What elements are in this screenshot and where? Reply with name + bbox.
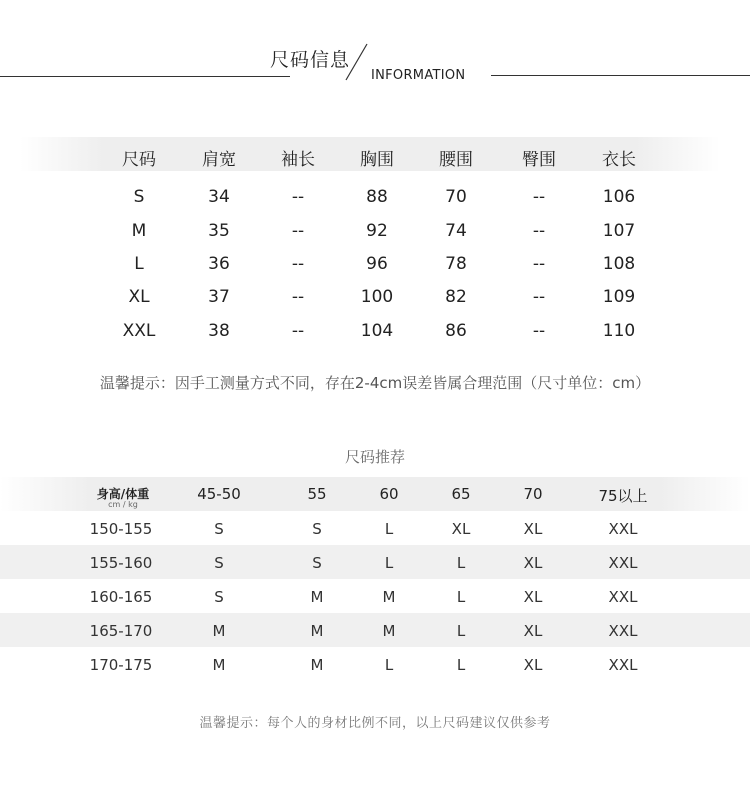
recommended-size-cell: S [214, 554, 224, 572]
recommended-size-cell: M [382, 622, 396, 640]
size-table-cell: 110 [602, 321, 636, 341]
size-table-cell: -- [291, 187, 305, 207]
size-table-cell: XXL [122, 321, 156, 341]
recommended-size-cell: M [310, 656, 324, 674]
size-table-cell: 74 [445, 221, 467, 241]
recommended-size-cell: M [310, 622, 324, 640]
measurement-note: 温馨提示：因手工测量方式不同，存在2-4cm误差皆属合理范围（尺寸单位：cm） [99, 374, 651, 392]
recommended-size-cell: M [310, 588, 324, 606]
recommended-size-cell: XL [451, 520, 471, 538]
height-range-cell: 155-160 [89, 554, 153, 572]
weight-header-cell: 75以上 [598, 487, 648, 505]
size-table-cell: 34 [208, 187, 230, 207]
size-table-cell: 36 [208, 254, 230, 274]
size-table-cell: -- [532, 321, 546, 341]
recommended-size-cell: XL [523, 656, 543, 674]
size-table-cell: XL [128, 287, 150, 307]
height-range-cell: 165-170 [89, 622, 153, 640]
section-title-en: INFORMATION [371, 68, 466, 83]
size-table-cell: S [133, 187, 145, 207]
recommended-size-cell: S [312, 520, 322, 538]
recommended-size-cell: XL [523, 520, 543, 538]
recommended-size-cell: L [456, 554, 466, 572]
recommended-size-cell: L [456, 588, 466, 606]
height-range-cell: 170-175 [89, 656, 153, 674]
recommended-size-cell: XL [523, 622, 543, 640]
size-table-cell: 78 [445, 254, 467, 274]
size-table-cell: 106 [602, 187, 636, 207]
recommended-size-cell: S [214, 588, 224, 606]
size-table-header-cell: 肩宽 [202, 150, 236, 170]
recommended-size-cell: XXL [608, 588, 638, 606]
recommended-size-cell: XL [523, 588, 543, 606]
recommended-size-cell: L [384, 656, 394, 674]
size-table-cell: 96 [366, 254, 388, 274]
size-table-cell: 70 [445, 187, 467, 207]
size-table-cell: 35 [208, 221, 230, 241]
recommended-size-cell: XL [523, 554, 543, 572]
height-range-cell: 160-165 [89, 588, 153, 606]
weight-header-cell: 70 [523, 485, 543, 503]
size-table-cell: 109 [602, 287, 636, 307]
recommended-size-cell: S [312, 554, 322, 572]
size-table-header-cell: 臀围 [522, 150, 556, 170]
size-table-cell: 108 [602, 254, 636, 274]
size-table-header-cell: 袖长 [281, 150, 315, 170]
section-title-cn: 尺码信息 [270, 49, 351, 71]
recommended-size-cell: L [384, 520, 394, 538]
size-table-cell: -- [532, 187, 546, 207]
header-line-right [491, 75, 750, 76]
weight-header-cell: 55 [307, 485, 327, 503]
weight-header-cell: 60 [379, 485, 399, 503]
corner-header-sub: cm / kg [108, 500, 138, 509]
size-table-cell: -- [291, 254, 305, 274]
recommend-title: 尺码推荐 [344, 448, 405, 466]
weight-header-cell: 45-50 [197, 485, 241, 503]
size-table-cell: M [131, 221, 147, 241]
header-line-left [0, 76, 290, 77]
recommended-size-cell: S [214, 520, 224, 538]
size-table-cell: -- [532, 221, 546, 241]
recommended-size-cell: XXL [608, 520, 638, 538]
recommended-size-cell: M [382, 588, 396, 606]
size-table-cell: L [134, 254, 144, 274]
weight-header-cell: 65 [451, 485, 471, 503]
recommended-size-cell: XXL [608, 622, 638, 640]
recommended-size-cell: XXL [608, 554, 638, 572]
size-table-header-cell: 腰围 [439, 150, 473, 170]
size-table-cell: 82 [445, 287, 467, 307]
size-table-cell: -- [291, 321, 305, 341]
recommended-size-cell: L [456, 656, 466, 674]
recommended-size-cell: L [456, 622, 466, 640]
size-table-cell: 100 [360, 287, 394, 307]
size-table-cell: 37 [208, 287, 230, 307]
size-table-cell: 88 [366, 187, 388, 207]
corner-header-main: 身高/体重 [96, 487, 150, 501]
size-table-cell: 107 [602, 221, 636, 241]
recommended-size-cell: L [384, 554, 394, 572]
recommended-size-cell: M [212, 656, 226, 674]
recommend-note: 温馨提示：每个人的身材比例不同，以上尺码建议仅供参考 [199, 716, 551, 731]
size-table-header-cell: 尺码 [122, 150, 156, 170]
recommended-size-cell: XXL [608, 656, 638, 674]
size-table-cell: 86 [445, 321, 467, 341]
size-table-cell: 38 [208, 321, 230, 341]
size-table-cell: -- [291, 221, 305, 241]
size-table-header-cell: 衣长 [602, 150, 636, 170]
size-table-cell: -- [291, 287, 305, 307]
size-table-cell: -- [532, 254, 546, 274]
size-table-cell: 104 [360, 321, 394, 341]
size-table-cell: -- [532, 287, 546, 307]
size-table-cell: 92 [366, 221, 388, 241]
recommended-size-cell: M [212, 622, 226, 640]
height-range-cell: 150-155 [89, 520, 153, 538]
size-table-header-cell: 胸围 [360, 150, 394, 170]
